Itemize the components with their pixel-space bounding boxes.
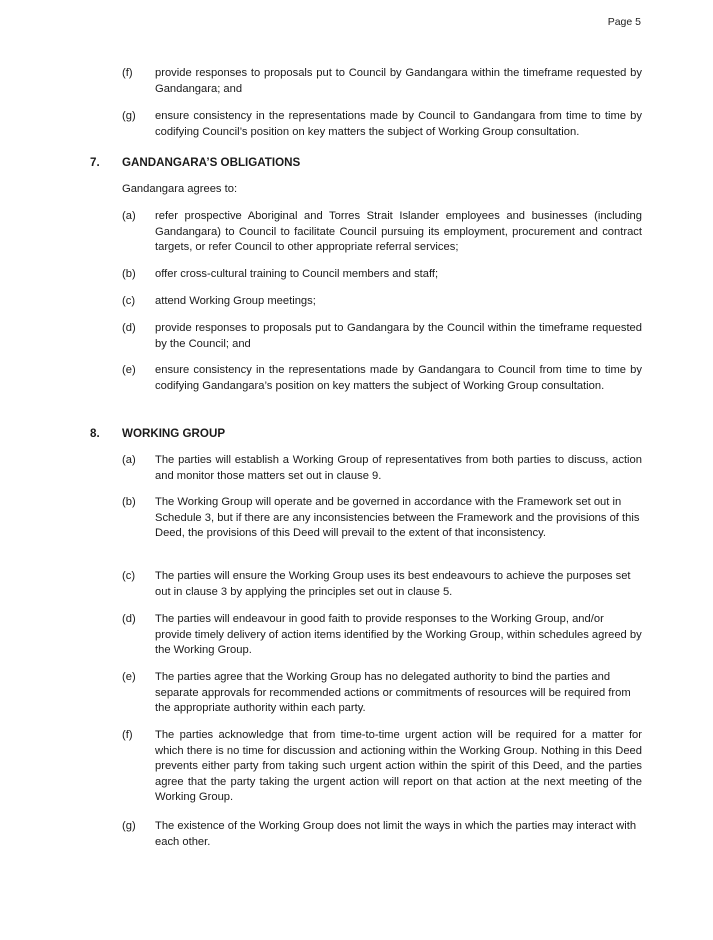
clause-label: (f) (122, 67, 133, 79)
section-intro: Gandangara agrees to: (122, 183, 238, 195)
clause-label: (b) (122, 268, 136, 280)
clause-label: (g) (122, 820, 136, 832)
clause-text: The parties will establish a Working Group of representatives from both parties to discuss, action and monitor those matters set out in clause 9. (155, 454, 642, 482)
clause-label: (g) (122, 110, 136, 122)
clause-label: (b) (122, 496, 136, 508)
page-number: Page 5 (607, 16, 641, 28)
clause-text: ensure consistency in the representations made by Council to Gandangara from time to time by codifying Council’s position on key matters the subject of Working Group consultation. (155, 110, 642, 138)
clause-text: The parties will ensure the Working Group uses its best endeavours to achieve the purposes set out in clause 3 by applying the principles set out in clause 5. (155, 570, 631, 598)
clause-text: The Working Group will operate and be governed in accordance with the Framework set out in Schedule 3, but if there are any inconsistencies between the Framework and the provisions of this Deed, the provisions of this Deed will prevail to the extent of that inconsistency. (155, 496, 640, 540)
clause-label: (e) (122, 671, 136, 683)
clause-item (122, 495, 642, 542)
clause-item (122, 109, 642, 140)
clause-text: refer prospective Aboriginal and Torres Strait Islander employees and businesses (including Gandangara) to Council to facilitate Council pursuing its employment, procurement and contract targets, or refer Council to other appropriate referral services; (155, 210, 642, 254)
clause-text: The existence of the Working Group does not limit the ways in which the parties may interact with each other. (155, 820, 637, 848)
clause-item (122, 363, 642, 394)
clause-text: ensure consistency in the representations made by Gandangara to Council from time to time by codifying Gandangara’s position on key matters the subject of Working Group consultation. (155, 364, 642, 392)
clause-label: (e) (122, 364, 136, 376)
clause-item (122, 819, 642, 850)
clause-label: (c) (122, 295, 136, 307)
clause-text: The parties will endeavour in good faith to provide responses to the Working Group, and/or provide timely delivery of action items identified by the Working Group, within schedules agreed by the Working Group. (155, 613, 642, 657)
clause-text: The parties agree that the Working Group has no delegated authority to bind the parties and separate approvals for recommended actions or commitments of resources will be required from the appropriate authority within each party. (155, 671, 631, 715)
clause-item (122, 294, 642, 310)
section-number: 7. (90, 156, 100, 169)
section-title: GANDANGARA’S OBLIGATIONS (122, 156, 301, 169)
section-number: 8. (90, 427, 100, 440)
clause-text: provide responses to proposals put to Gandangara by the Council within the timeframe requested by the Council; and (155, 322, 642, 350)
clause-item (122, 670, 642, 717)
clause-item (122, 321, 642, 352)
clause-label: (d) (122, 613, 136, 625)
clause-item (122, 66, 642, 97)
clause-item (122, 728, 642, 806)
clause-label: (a) (122, 454, 136, 466)
clause-label: (d) (122, 322, 136, 334)
clause-item (122, 209, 642, 256)
clause-label: (f) (122, 729, 133, 741)
clause-text: attend Working Group meetings; (155, 295, 316, 307)
section-title: WORKING GROUP (122, 427, 226, 440)
clause-text: offer cross-cultural training to Council members and staff; (155, 268, 439, 280)
clause-text: The parties acknowledge that from time-to-time urgent action will be required for a matter for which there is no time for discussion and actioning within the Working Group. Nothing in this Deed prevents either party from taking such urgent action within the spirit of this Deed, and the parties agree that the party taking the urgent action will report on that action at the next meeting of the Working Group. (155, 729, 642, 804)
clause-item (122, 569, 642, 600)
clause-item (122, 612, 642, 659)
section-heading (90, 155, 300, 171)
clause-item (122, 453, 642, 484)
section-heading (90, 426, 225, 442)
clause-item (122, 267, 642, 283)
clause-text: provide responses to proposals put to Council by Gandangara within the timeframe requested by Gandangara; and (155, 67, 642, 95)
clause-label: (c) (122, 570, 136, 582)
clause-label: (a) (122, 210, 136, 222)
